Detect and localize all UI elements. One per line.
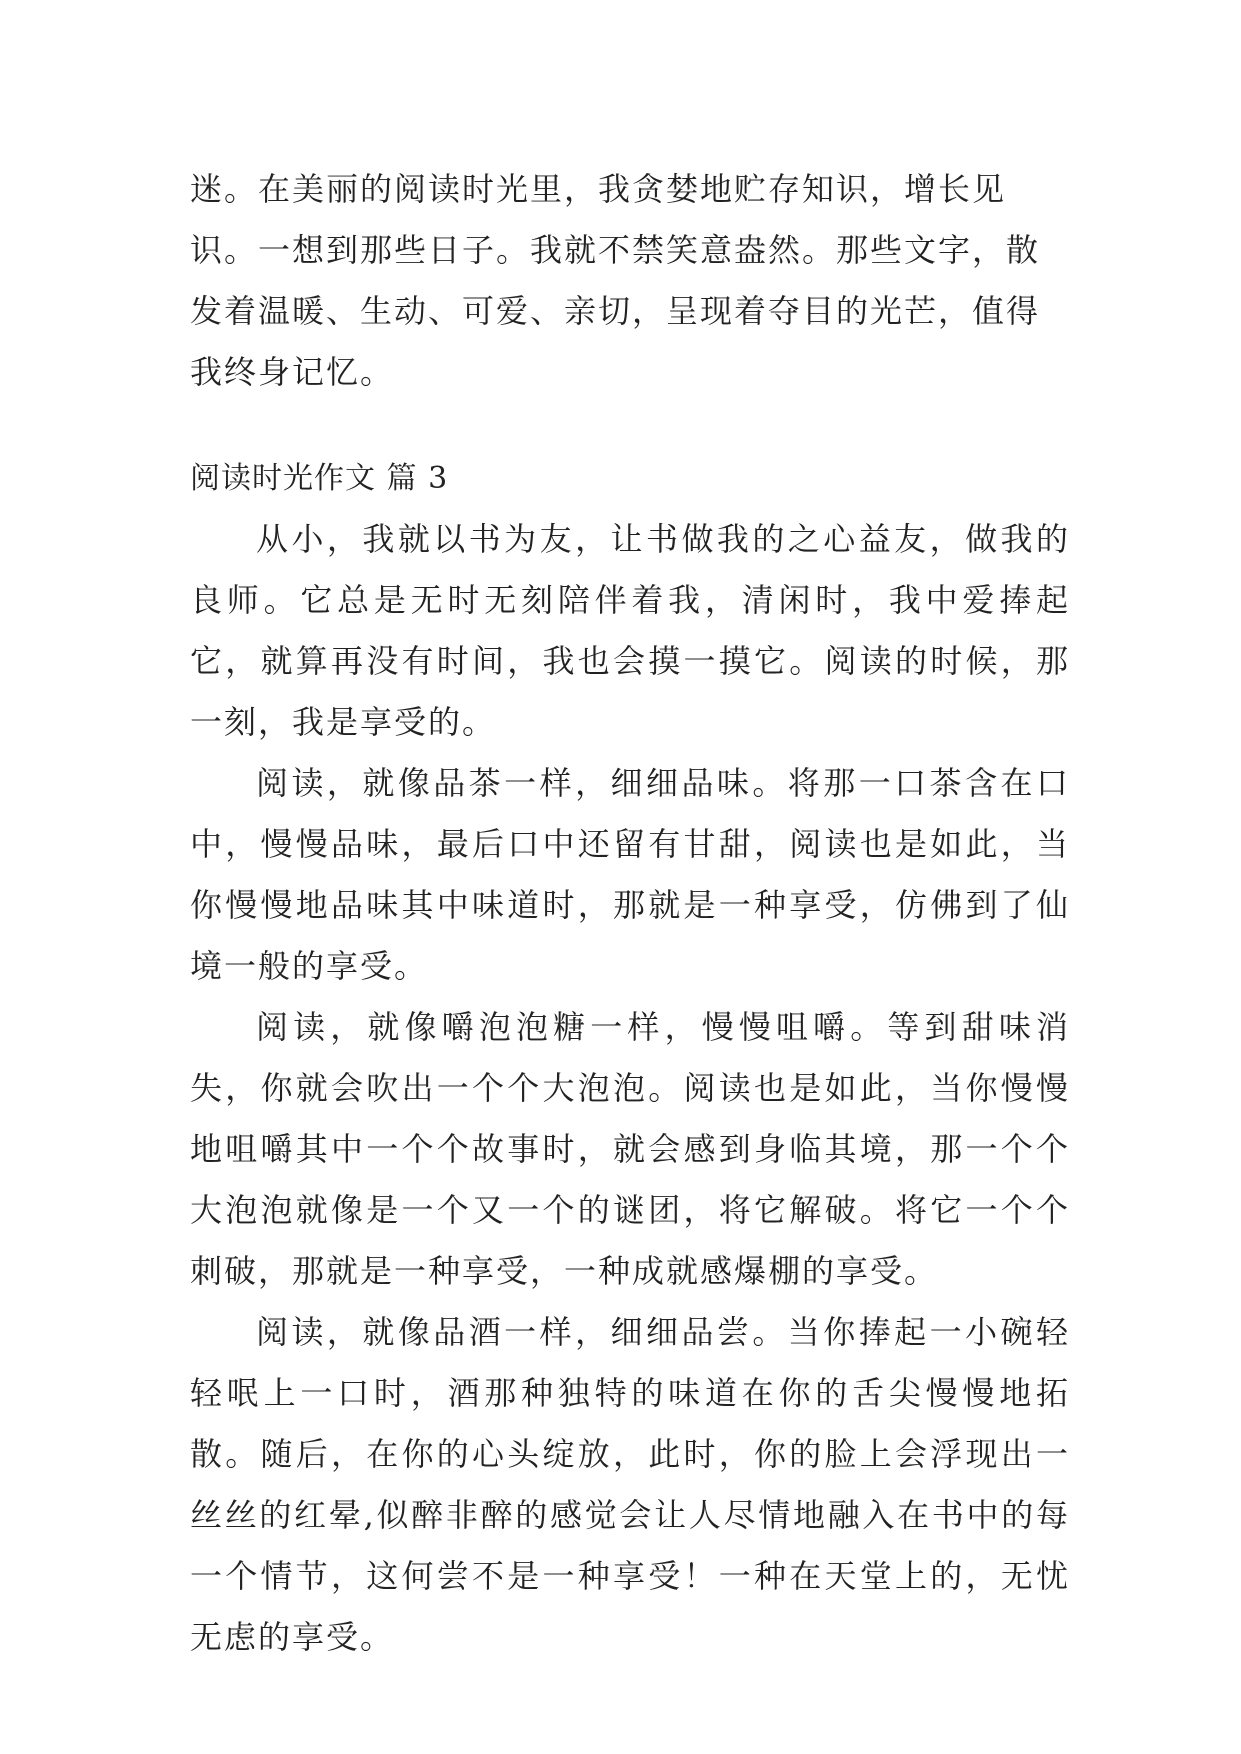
paragraph-1: 从小，我就以书为友，让书做我的之心益友，做我的良师。它总是无时无刻陪伴着我，清闲时，我中爱捧起它，就算再没有时间，我也会摸一摸它。阅读的时候，那一刻，我是享受的。 [190,520,1070,741]
paragraph-3: 阅读，就像嚼泡泡糖一样，慢慢咀嚼。等到甜味消失，你就会吹出一个个大泡泡。阅读也是如此，当你慢慢地咀嚼其中一个个故事时，就会感到身临其境，那一个个大泡泡就像是一个又一个的谜团，将它解破。将它一个个刺破，那就是一种享受，一种成就感爆棚的享受。 [190,1008,1070,1290]
paragraph-4: 阅读，就像品酒一样，细细品尝。当你捧起一小碗轻轻呡上一口时，酒那种独特的味道在你的舌尖慢慢地拓散。随后，在你的心头绽放，此时，你的脸上会浮现出一丝丝的红晕,似醉非醉的感觉会让人尽情地融入在书中的每一个情节，这何尝不是一种享受！一种在天堂上的，无忧无虑的享受。 [190,1313,1070,1656]
paragraph-2: 阅读，就像品茶一样，细细品味。将那一口茶含在口中，慢慢品味，最后口中还留有甘甜，阅读也是如此，当你慢慢地品味其中味道时，那就是一种享受，仿佛到了仙境一般的享受。 [190,764,1070,985]
continued-paragraph: 迷。在美丽的阅读时光里，我贪婪地贮存知识，增长见识。一想到那些日子。我就不禁笑意盎然。那些文字，散发着温暖、生动、可爱、亲切，呈现着夺目的光芒，值得我终身记忆。 [190,170,1041,391]
section-title: 阅读时光作文 篇 3 [190,461,449,496]
article-body [190,509,1070,1668]
